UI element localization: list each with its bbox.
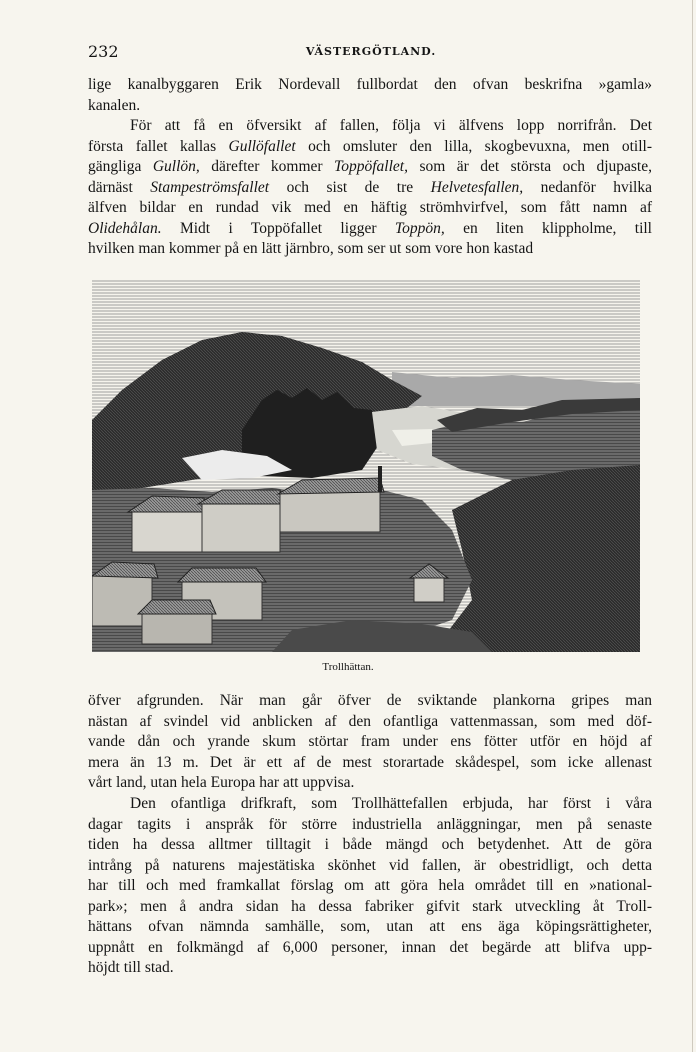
italic-place-name: Toppöfallet,	[334, 158, 408, 175]
text-run: en liten klippholme, till	[444, 219, 652, 237]
foreground-house-roof	[178, 568, 266, 582]
italic-place-name: Toppön,	[394, 219, 445, 237]
text-run: och sist de tre	[269, 178, 431, 196]
italic-place-name: Helvetesfallen,	[430, 178, 524, 196]
trollhattan-engraving	[92, 280, 640, 652]
text-run: gängliga	[88, 158, 153, 175]
page-header	[88, 42, 654, 64]
text-line	[88, 198, 652, 219]
text-line: har till och med framkallat förslag om att göra hela området till en »national-	[88, 877, 652, 894]
page-edge-rule	[692, 0, 693, 1052]
text-run: därnäst	[88, 178, 151, 196]
foreground-shed	[142, 612, 212, 644]
text-run: För att få en öfversikt af fallen, följa vi älfvens lopp norrifrån. Det	[130, 117, 652, 134]
page-number: 232	[88, 42, 119, 61]
text-run: därefter kommer	[199, 158, 335, 175]
text-run: som är det största och djupaste,	[407, 158, 652, 175]
text-run: hvilken man kommer på en lätt järnbro, som ser ut som vore hon kastad	[88, 240, 534, 257]
text-run: älfven bildar en rundad vik med en häftig strömhvirfvel, som fått namn af	[88, 199, 652, 216]
text-line: uppnått en folkmängd af 6,000 personer, innan det begärde att blifva upp-	[88, 938, 652, 956]
text-run: första fallet kallas	[88, 137, 229, 155]
text-line: tiden ha dessa alltmer tilltagit i både mängd och betydenhet. Att de göra	[88, 836, 652, 853]
text-run: Midt i Toppöfallet ligger	[161, 219, 395, 237]
text-line: mera än 13 m. Det är ett af de mest storartade skådespel, som icke allenast	[88, 753, 652, 771]
chimney	[378, 466, 382, 492]
figure-caption: Trollhättan.	[322, 661, 374, 673]
text-line: intrång på naturens majestätiska skönhet vid fallen, är obestridligt, och detta	[88, 856, 652, 874]
italic-place-name: Olidehålan.	[88, 219, 162, 237]
italic-place-name: Stampeströmsfallet	[150, 178, 270, 196]
paragraph-3	[88, 691, 652, 794]
text-line	[88, 219, 652, 240]
text-line: vårt land, utan hela Europa har att uppvisa.	[88, 774, 355, 791]
paragraph-1	[88, 75, 652, 116]
text-line	[88, 239, 652, 260]
text-line	[88, 178, 652, 199]
text-line: vande dån och yrande skum störtar fram under ens fötter utför en höjd af	[88, 733, 652, 750]
text-line: dagar tagits i anspråk för större industriella anläggningar, men på senaste	[88, 815, 652, 833]
italic-place-name: Gullöfallet	[228, 137, 296, 155]
text-line: nästan af svindel vid anblicken af den ofantliga vattenmassan, som med döf-	[88, 712, 652, 730]
paragraph-4	[88, 794, 652, 979]
small-house	[414, 576, 444, 602]
text-line: höjdt till stad.	[88, 959, 174, 976]
mill-building-2	[202, 502, 280, 552]
italic-place-name: Gullön,	[152, 158, 200, 175]
text-line: öfver afgrunden. När man går öfver de sviktande plankorna gripes man	[88, 692, 652, 709]
text-line: hättans ofvan nämnda samhälle, som, utan att ens äga köpingsrättigheter,	[88, 918, 652, 935]
text-run: och omsluter den lilla, skogbevuxna, men otill-	[295, 137, 652, 155]
running-head: VÄSTERGÖTLAND.	[305, 45, 437, 58]
text-line: kanalen.	[88, 96, 141, 114]
text-run: nedanför hvilka	[523, 178, 652, 196]
foreground-shed-roof	[138, 600, 216, 614]
mill-building-3	[280, 492, 380, 532]
paragraph-2	[88, 116, 652, 260]
text-line	[88, 116, 652, 137]
text-line	[88, 137, 652, 158]
text-line	[88, 157, 652, 178]
text-line: park»; men å andra sidan ha dessa fabriker gifvit stark utveckling åt Troll-	[88, 897, 652, 915]
text-line: lige kanalbyggaren Erik Nordevall fullbordat den ofvan beskrifna »gamla»	[88, 76, 652, 93]
mill-building-1	[132, 510, 202, 552]
text-line: Den ofantliga drifkraft, som Trollhättefallen erbjuda, har först i våra	[130, 795, 652, 812]
